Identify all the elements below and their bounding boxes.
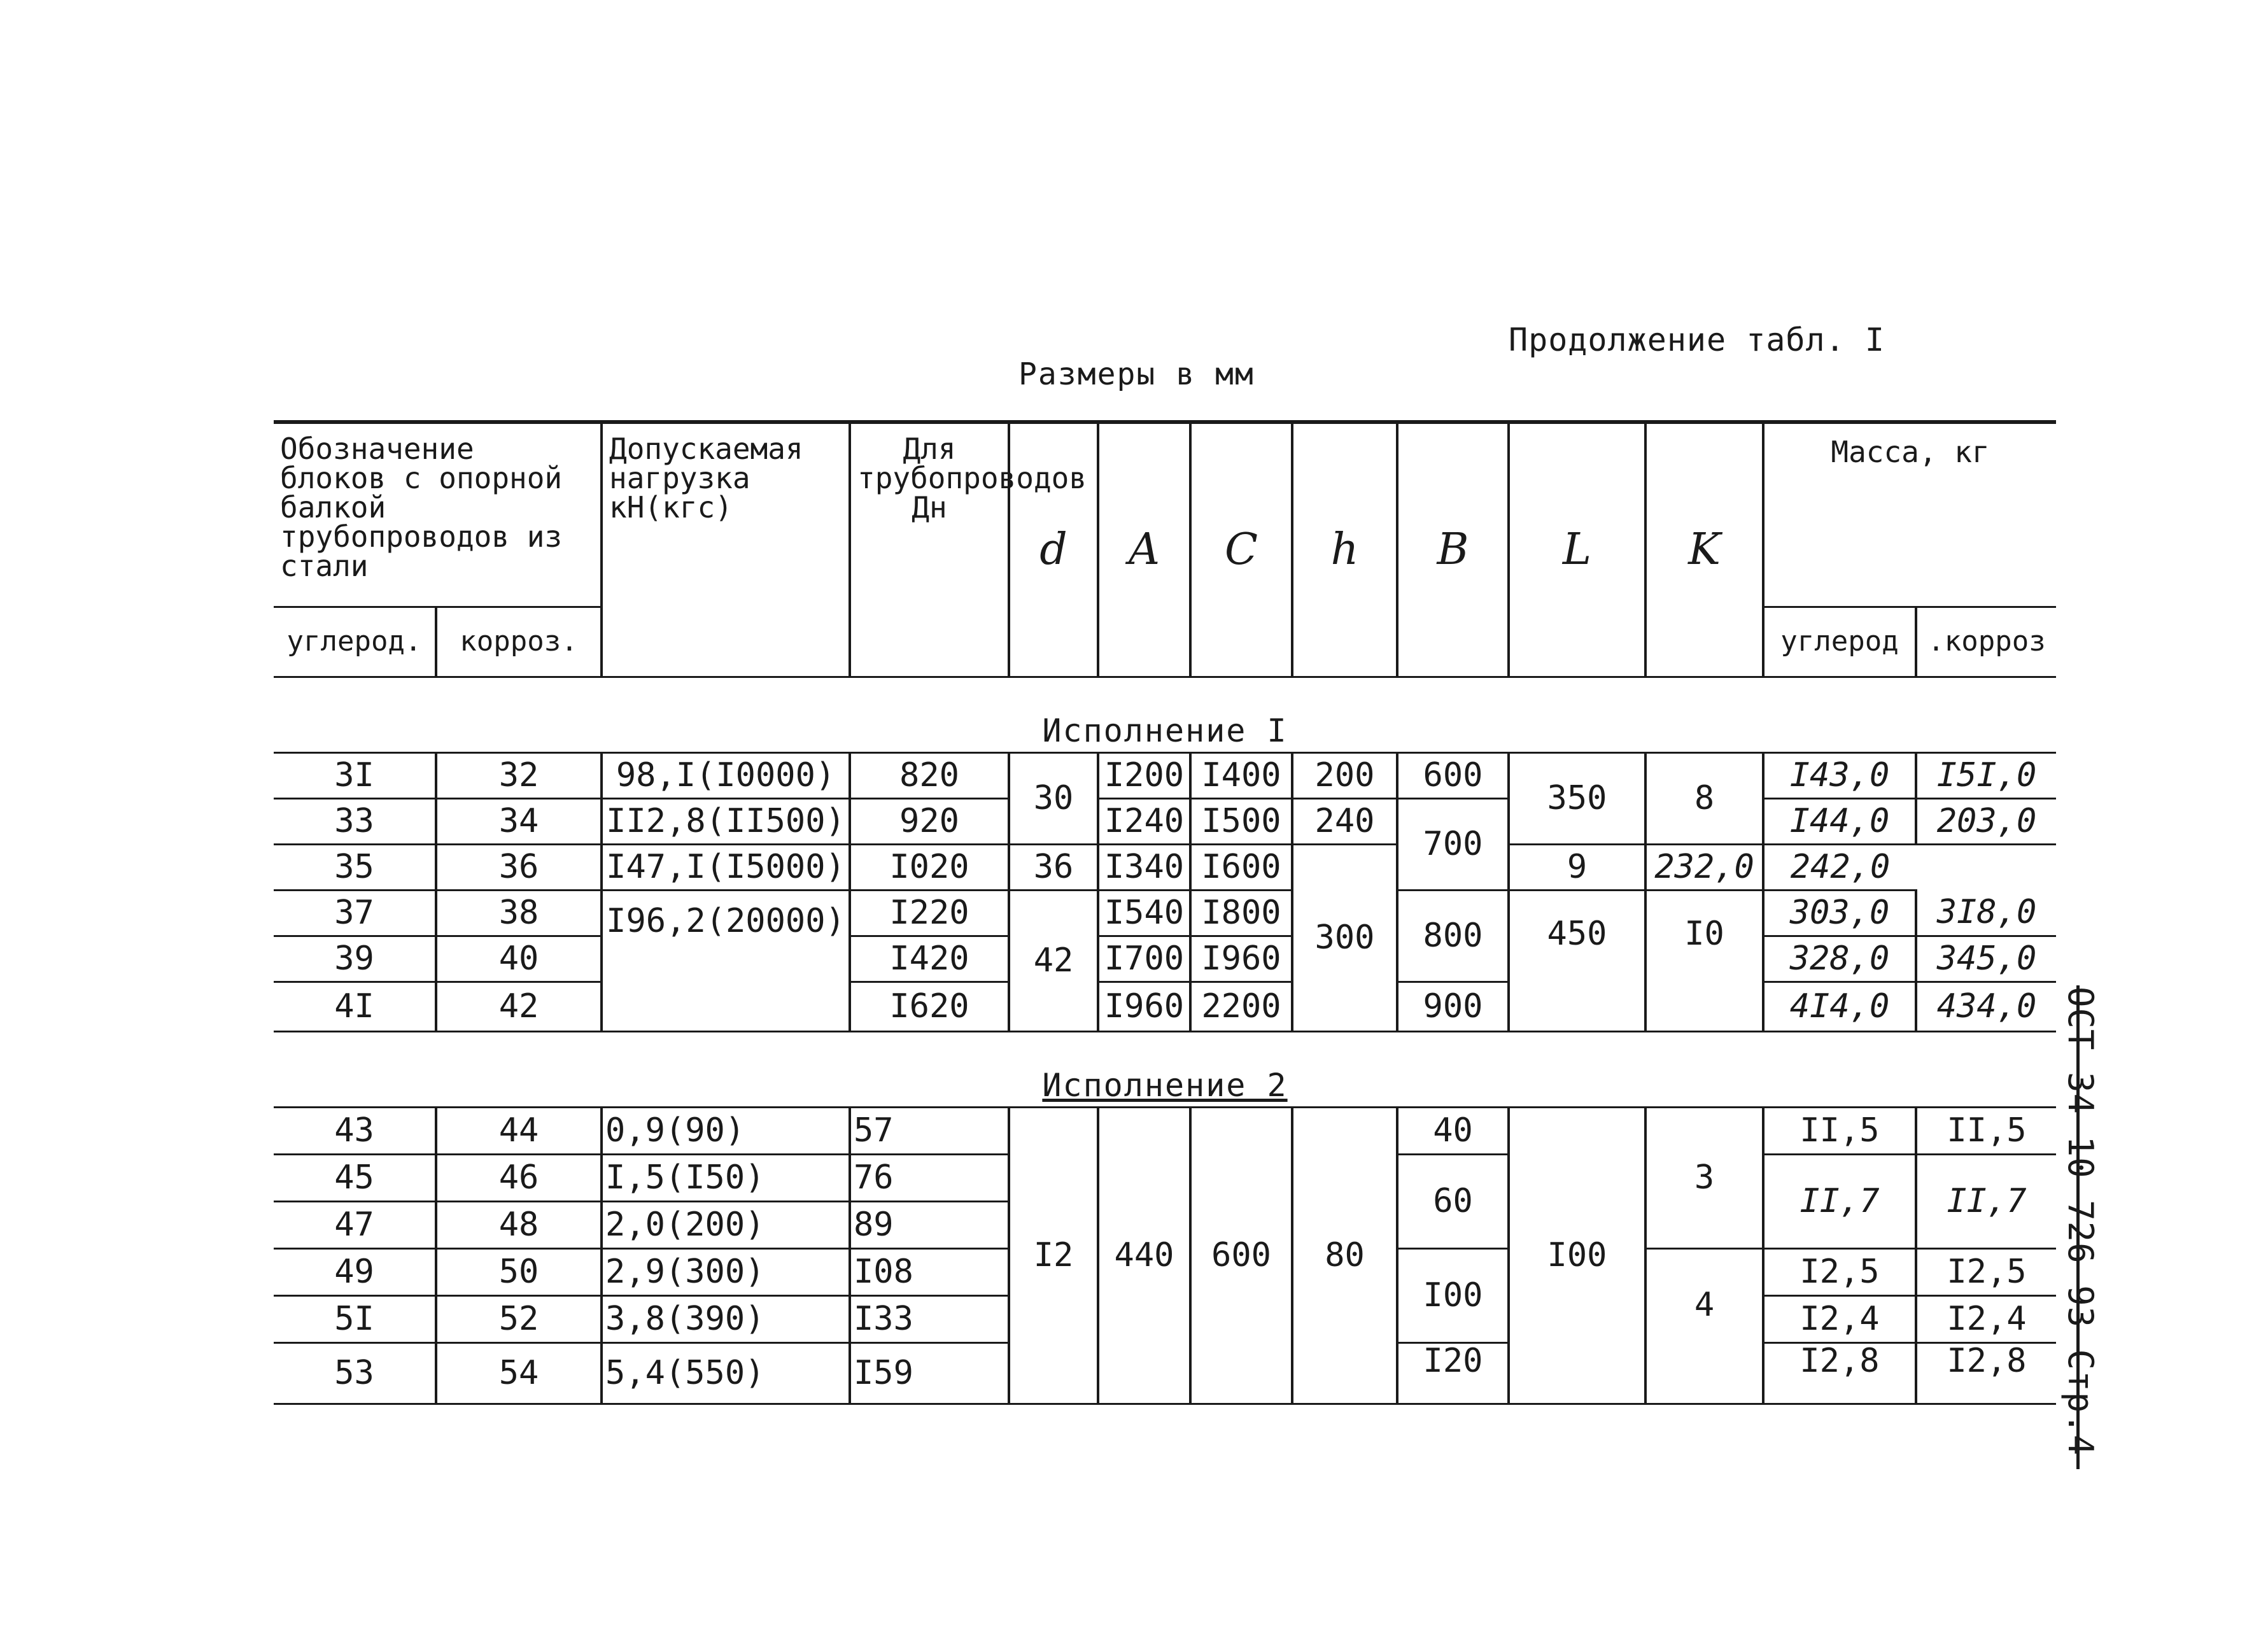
mass-carbon-value: II,7 <box>1763 1154 1916 1248</box>
c-value: 600 <box>1190 1107 1292 1404</box>
mass-carbon-value: I2,4 <box>1763 1295 1916 1342</box>
carbon-header: углерод. <box>274 607 436 677</box>
corrosion-header: корроз. <box>436 607 602 677</box>
l-value: I00 <box>1509 1107 1645 1404</box>
dn-value: 820 <box>850 752 1009 798</box>
mass-carbon-value: I2,8 <box>1763 1342 1916 1404</box>
b-header: B <box>1397 422 1509 677</box>
table-row <box>274 844 2056 890</box>
a-value: 440 <box>1098 1107 1190 1404</box>
corrosion-id: 38 <box>436 890 602 936</box>
table-row <box>274 890 2056 936</box>
mass-carbon-value: 4I4,0 <box>1763 982 1916 1031</box>
c-value: I600 <box>1190 844 1292 890</box>
b-value: 600 <box>1397 752 1509 798</box>
k-value: 9 <box>1509 844 1645 890</box>
b-value: I00 <box>1397 1248 1509 1342</box>
a-value: I700 <box>1098 936 1190 982</box>
b-value: 800 <box>1397 890 1509 982</box>
mass-corrosion-value: 242,0 <box>1763 844 1916 890</box>
a-value: I960 <box>1098 982 1190 1031</box>
corrosion-id: 50 <box>436 1248 602 1295</box>
d-value: 42 <box>1009 890 1098 1031</box>
carbon-id: 37 <box>274 890 436 936</box>
mass-corrosion-value: 203,0 <box>1916 798 2056 844</box>
units-note: Размеры в мм <box>1018 356 1255 392</box>
mass-carbon-header: углерод <box>1763 607 1916 677</box>
carbon-id: 4I <box>274 982 436 1031</box>
k-value: I0 <box>1645 890 1763 1031</box>
load-value: 3,8(390) <box>602 1295 850 1342</box>
load-value: 2,9(300) <box>602 1248 850 1295</box>
load-value: 98,I(I0000) <box>602 752 850 798</box>
corrosion-id: 52 <box>436 1295 602 1342</box>
mass-carbon-value: I43,0 <box>1763 752 1916 798</box>
dn-value: 89 <box>850 1201 1009 1248</box>
table-row <box>274 982 2056 1031</box>
dn-value: 76 <box>850 1154 1009 1201</box>
h-value: 300 <box>1292 844 1397 1031</box>
section-2-title-row <box>274 1031 2056 1107</box>
l-value: 450 <box>1509 890 1645 1031</box>
mass-corrosion-value: 434,0 <box>1916 982 2056 1031</box>
carbon-id: 5I <box>274 1295 436 1342</box>
table-row <box>274 752 2056 798</box>
mass-header: Масса, кг <box>1763 422 2056 607</box>
mass-carbon-value: I44,0 <box>1763 798 1916 844</box>
load-value: I96,2(20000) <box>602 890 850 1031</box>
table-continuation-note: Продолжение табл. I <box>1509 321 1885 358</box>
a-header: A <box>1098 422 1190 677</box>
carbon-id: 3I <box>274 752 436 798</box>
corrosion-id: 46 <box>436 1154 602 1201</box>
dn-value: 57 <box>850 1107 1009 1154</box>
mass-corrosion-value: II,5 <box>1916 1107 2056 1154</box>
carbon-id: 47 <box>274 1201 436 1248</box>
d-value: 36 <box>1009 844 1098 890</box>
dn-value: I620 <box>850 982 1009 1031</box>
c-value: I960 <box>1190 936 1292 982</box>
h-value: 200 <box>1292 752 1397 798</box>
table-row <box>274 798 2056 844</box>
c-value: 2200 <box>1190 982 1292 1031</box>
table-row <box>274 936 2056 982</box>
corrosion-id: 42 <box>436 982 602 1031</box>
b-value: 40 <box>1397 1107 1509 1154</box>
mass-corrosion-value: 345,0 <box>1916 936 2056 982</box>
b-value: I20 <box>1397 1342 1509 1404</box>
table-row <box>274 1107 2056 1154</box>
mass-carbon-value: II,5 <box>1763 1107 1916 1154</box>
dn-value: I220 <box>850 890 1009 936</box>
k-value: 8 <box>1645 752 1763 844</box>
load-value: II2,8(II500) <box>602 798 850 844</box>
designation-header: Обозначение блоков с опорной балкой трубопроводов из стали <box>274 422 602 607</box>
a-value: I200 <box>1098 752 1190 798</box>
mass-corrosion-value: I2,4 <box>1916 1295 2056 1342</box>
load-value: 0,9(90) <box>602 1107 850 1154</box>
a-value: I340 <box>1098 844 1190 890</box>
mass-corrosion-header: .корроз <box>1916 607 2056 677</box>
l-value: 350 <box>1509 752 1645 844</box>
a-value: I540 <box>1098 890 1190 936</box>
dn-value: I020 <box>850 844 1009 890</box>
corrosion-id: 36 <box>436 844 602 890</box>
c-value: I500 <box>1190 798 1292 844</box>
load-value: I,5(I50) <box>602 1154 850 1201</box>
mass-corrosion-value: I2,5 <box>1916 1248 2056 1295</box>
dimensions-table <box>274 420 2056 1405</box>
header-row <box>274 422 2056 607</box>
dn-value: I08 <box>850 1248 1009 1295</box>
corrosion-id: 54 <box>436 1342 602 1404</box>
corrosion-id: 34 <box>436 798 602 844</box>
mass-corrosion-value: I2,8 <box>1916 1342 2056 1404</box>
b-value: 60 <box>1397 1154 1509 1248</box>
dn-value: I420 <box>850 936 1009 982</box>
section-1-title-row <box>274 677 2056 752</box>
carbon-id: 39 <box>274 936 436 982</box>
mass-carbon-value: 328,0 <box>1763 936 1916 982</box>
b-value: 900 <box>1397 982 1509 1031</box>
dn-value: I33 <box>850 1295 1009 1342</box>
dn-value: I59 <box>850 1342 1009 1404</box>
carbon-id: 33 <box>274 798 436 844</box>
section-2-title-cell <box>274 1031 2056 1107</box>
carbon-id: 45 <box>274 1154 436 1201</box>
k-value: 3 <box>1645 1107 1763 1248</box>
dn-value: 920 <box>850 798 1009 844</box>
carbon-id: 35 <box>274 844 436 890</box>
section-1-title: Исполнение I <box>274 677 2056 752</box>
load-value: 5,4(550) <box>602 1342 850 1404</box>
k-header: K <box>1645 422 1763 677</box>
l-header: L <box>1509 422 1645 677</box>
load-value: 2,0(200) <box>602 1201 850 1248</box>
d-value: 30 <box>1009 752 1098 844</box>
corrosion-id: 40 <box>436 936 602 982</box>
carbon-id: 53 <box>274 1342 436 1404</box>
c-value: I800 <box>1190 890 1292 936</box>
k-value: 4 <box>1645 1248 1763 1404</box>
corrosion-id: 44 <box>436 1107 602 1154</box>
b-value: 700 <box>1397 798 1509 890</box>
carbon-id: 49 <box>274 1248 436 1295</box>
load-value: I47,I(I5000) <box>602 844 850 890</box>
carbon-id: 43 <box>274 1107 436 1154</box>
mass-corrosion-value: II,7 <box>1916 1154 2056 1248</box>
c-value: I400 <box>1190 752 1292 798</box>
c-header: C <box>1190 422 1292 677</box>
h-value: 240 <box>1292 798 1397 844</box>
document-stamp: ОСТ 34-10-726-93 Стр.4 <box>2060 987 2101 1456</box>
pipeline-header: Для трубопроводов Дн <box>850 422 1009 677</box>
h-value: 80 <box>1292 1107 1397 1404</box>
corrosion-id: 48 <box>436 1201 602 1248</box>
mass-carbon-value: I2,5 <box>1763 1248 1916 1295</box>
mass-carbon-value: 303,0 <box>1763 890 1916 936</box>
section-2-title: Исполнение 2 <box>1042 1067 1288 1104</box>
corrosion-id: 32 <box>436 752 602 798</box>
a-value: I240 <box>1098 798 1190 844</box>
d-value: I2 <box>1009 1107 1098 1404</box>
h-header: h <box>1292 422 1397 677</box>
d-header: d <box>1009 422 1098 677</box>
load-header: Допускаемая нагрузка кН(кгс) <box>602 422 850 677</box>
mass-corrosion-value: 3I8,0 <box>1916 890 2056 936</box>
mass-corrosion-value: I5I,0 <box>1916 752 2056 798</box>
mass-carbon-value: 232,0 <box>1645 844 1763 890</box>
